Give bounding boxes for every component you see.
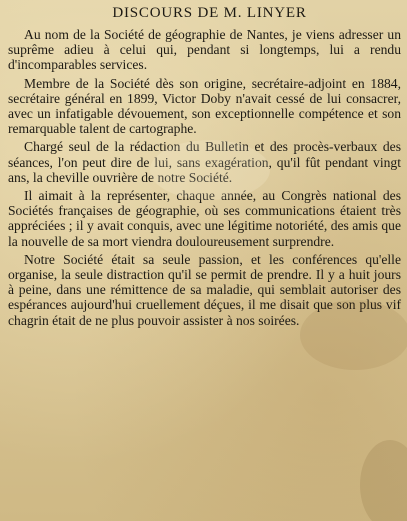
article-paragraph-2: Membre de la Société dès son origine, secrétaire-adjoint en 1884, secrétaire général en 1899, Victor Doby n'avait cessé de lui consacrer, avec un infatigable dévouement, son exceptionnelle compétence et son remarquable talent de cartographe. [8, 75, 401, 137]
article-paragraph-3: Chargé seul de la rédaction du Bulletin et des procès-verbaux des séances, l'on peut dire de lui, sans exagération, qu'il fût pendant vingt ans, la cheville ouvrière de notre Société. [8, 139, 401, 185]
paper-stain [360, 440, 407, 521]
article-paragraph-1: Au nom de la Société de géographie de Nantes, je viens adresser un suprême adieu à celui qui, pendant si longtemps, lui a rendu d'incomparables services. [8, 27, 401, 73]
article-paragraph-5: Notre Société était sa seule passion, et les conférences qu'elle organise, la seule distraction qu'il se permit de prendre. Il y a huit jours à peine, dans une rémittence de sa maladie, qui semblait autoriser des espérances aujourd'hui cruellement déçues, il me disait que son plus vif chagrin était de ne plus pouvoir assister à nos soirées. [8, 251, 401, 328]
article-title: DISCOURS DE M. LINYER [112, 5, 307, 21]
article-paragraph-4: Il aimait à la représenter, chaque année, au Congrès national des Sociétés françaises de géographie, où ses communications étaient très appréciées ; il y avait conquis, avec une légitime notoriété, des amis que la nouvelle de sa mort viendra douloureusement surprendre. [8, 188, 401, 249]
